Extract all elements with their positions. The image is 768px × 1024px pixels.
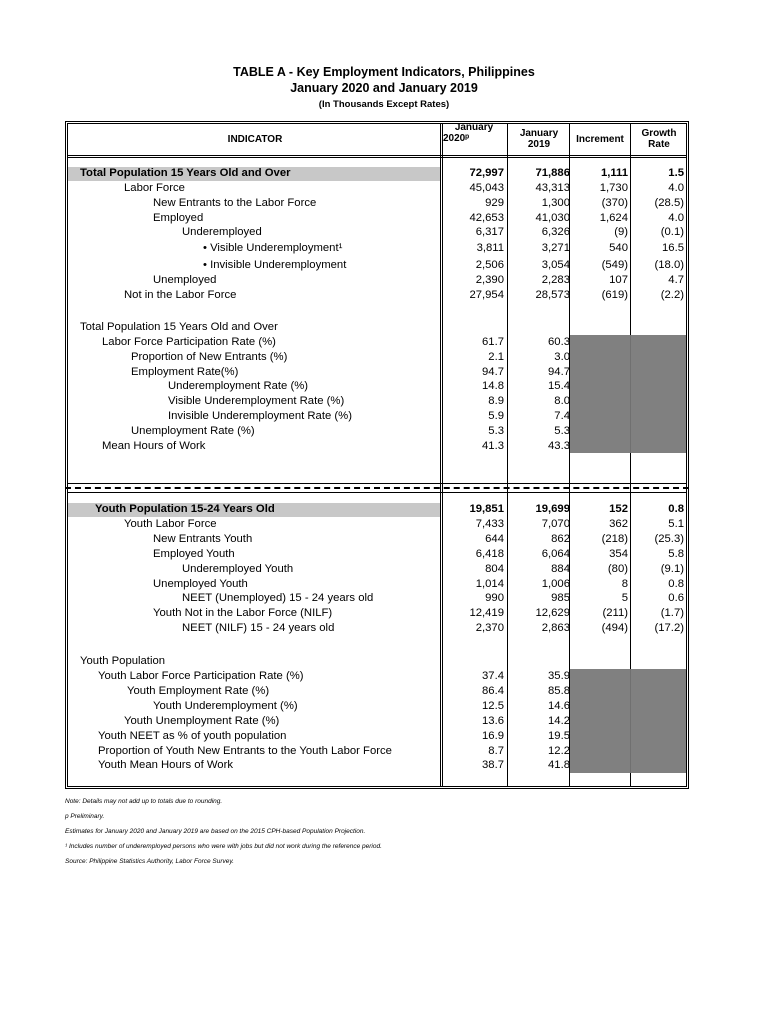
row-value-jan-2019: 41,030 — [535, 212, 570, 224]
row-value-jan-2019: 85.8 — [548, 684, 570, 697]
row-value-growth-rate: 0.8 — [668, 503, 684, 515]
section-divider-top — [67, 483, 687, 484]
table-row — [0, 365, 768, 380]
row-value-growth-rate: (9.1) — [660, 562, 684, 575]
table-row — [0, 211, 768, 226]
row-value-jan-2020: 644 — [485, 532, 504, 545]
row-value-increment: 5 — [621, 592, 628, 605]
row-value-jan-2020: 61.7 — [482, 336, 504, 348]
row-value-jan-2019: 14.6 — [548, 699, 570, 712]
row-value-jan-2019: 71,886 — [535, 167, 570, 179]
row-label: Youth Mean Hours of Work — [98, 759, 234, 772]
table-row — [0, 714, 768, 729]
table-row — [0, 562, 768, 577]
row-label: NEET (Unemployed) 15 - 24 years old — [182, 592, 374, 605]
table-row — [0, 684, 768, 699]
table-row — [0, 758, 768, 773]
row-value-jan-2019: 19.5 — [548, 729, 570, 742]
row-value-jan-2019: 7,070 — [541, 517, 570, 530]
table-row — [0, 409, 768, 424]
row-value-jan-2020: 2.1 — [488, 350, 504, 363]
table-row — [0, 335, 768, 350]
row-value-jan-2019: 12.2 — [548, 744, 570, 757]
table-row — [0, 591, 768, 606]
row-label: New Entrants to the Labor Force — [153, 197, 317, 209]
row-label: Employed Youth — [153, 547, 235, 560]
row-label: Proportion of New Entrants (%) — [131, 350, 288, 363]
rates-heading-row — [0, 654, 768, 669]
table-row — [0, 532, 768, 547]
row-value-increment: 1,624 — [599, 212, 628, 224]
row-value-jan-2019: 43.3 — [548, 439, 570, 452]
row-value-jan-2019: 6,326 — [541, 226, 570, 238]
row-value-growth-rate: 4.0 — [668, 212, 684, 224]
row-value-growth-rate: 1.5 — [668, 167, 684, 179]
table-row — [0, 606, 768, 621]
table-row — [0, 669, 768, 684]
row-value-jan-2020: 94.7 — [482, 365, 504, 378]
row-value-growth-rate: 5.8 — [668, 547, 684, 560]
row-value-jan-2019: 3,054 — [541, 259, 570, 271]
row-label: Underemployed Youth — [182, 562, 294, 575]
row-value-jan-2020: 5.3 — [488, 424, 504, 437]
table-row — [0, 729, 768, 744]
row-value-jan-2019: 60.3 — [548, 336, 570, 348]
row-label: Youth Underemployment (%) — [153, 699, 298, 712]
row-value-jan-2019: 3.0 — [554, 350, 570, 363]
row-value-jan-2019: 19,699 — [535, 503, 570, 515]
row-label: Unemployment Rate (%) — [131, 424, 255, 437]
row-label: Youth Population 15-24 Years Old — [95, 503, 275, 515]
row-label: NEET (NILF) 15 - 24 years old — [182, 622, 335, 635]
row-value-jan-2020: 8.9 — [488, 395, 504, 408]
row-label: Labor Force Participation Rate (%) — [102, 336, 276, 348]
row-value-jan-2019: 2,863 — [541, 622, 570, 635]
row-value-jan-2019: 28,573 — [535, 289, 570, 301]
section-dashed-divider — [65, 487, 689, 489]
row-label: Unemployed Youth — [153, 577, 248, 590]
table-title: TABLE A - Key Employment Indicators, Philippines — [233, 65, 535, 79]
row-value-jan-2020: 27,954 — [469, 289, 504, 301]
table-row — [0, 288, 768, 303]
table-row — [0, 394, 768, 409]
row-label: New Entrants Youth — [153, 532, 253, 545]
row-value-growth-rate: (2.2) — [660, 289, 684, 301]
row-value-jan-2019: 884 — [551, 562, 570, 575]
row-value-jan-2020: 19,851 — [469, 503, 504, 515]
footnote: ¹ Includes number of underemployed persons who were with jobs but did not work during the reference period. — [65, 843, 382, 850]
table-row — [0, 258, 768, 273]
row-value-increment: (9) — [614, 226, 628, 238]
row-value-jan-2020: 2,506 — [475, 259, 504, 271]
header-indicator: INDICATOR — [227, 134, 283, 145]
row-value-growth-rate: 0.6 — [668, 592, 684, 605]
row-value-growth-rate: (18.0) — [654, 259, 684, 271]
row-label: • Visible Underemployment¹ — [203, 242, 343, 254]
row-value-jan-2020: 6,418 — [475, 547, 504, 560]
row-value-jan-2019: 2,283 — [541, 274, 570, 286]
row-label: Proportion of Youth New Entrants to the Youth Labor Force — [98, 744, 392, 757]
table-row — [0, 502, 768, 517]
row-value-increment: (370) — [601, 197, 628, 209]
row-label: Total Population 15 Years Old and Over — [80, 167, 291, 179]
row-value-increment: (211) — [602, 607, 628, 620]
row-label: Youth Employment Rate (%) — [127, 684, 270, 697]
row-value-growth-rate: (25.3) — [654, 532, 684, 545]
row-label: Not in the Labor Force — [124, 289, 237, 301]
row-label: Visible Underemployment Rate (%) — [168, 395, 345, 408]
row-value-jan-2019: 3,271 — [541, 242, 570, 254]
row-value-jan-2020: 2,370 — [475, 622, 504, 635]
row-label: Mean Hours of Work — [102, 439, 206, 452]
table-row — [0, 196, 768, 211]
footnote: p Preliminary. — [65, 813, 105, 820]
row-value-growth-rate: 16.5 — [662, 242, 684, 254]
row-value-jan-2020: 804 — [485, 562, 504, 575]
row-value-jan-2019: 862 — [551, 532, 570, 545]
row-value-jan-2020: 990 — [485, 592, 504, 605]
row-value-growth-rate: 0.8 — [668, 577, 684, 590]
row-label: Underemployment Rate (%) — [168, 380, 309, 393]
table-row — [0, 241, 768, 256]
row-value-jan-2020: 14.8 — [482, 380, 504, 393]
row-value-jan-2020: 5.9 — [488, 410, 504, 422]
table-row — [0, 439, 768, 454]
row-value-increment: (80) — [607, 562, 628, 575]
table-unit-note: (In Thousands Except Rates) — [318, 99, 450, 110]
row-value-jan-2020: 42,653 — [469, 212, 504, 224]
table-row — [0, 273, 768, 288]
row-value-growth-rate: (1.7) — [660, 607, 684, 620]
row-value-jan-2020: 45,043 — [469, 182, 504, 194]
row-value-jan-2019: 6,064 — [541, 547, 570, 560]
row-value-increment: (619) — [601, 289, 628, 301]
table-row — [0, 547, 768, 562]
table-row — [0, 699, 768, 714]
row-label: Youth Not in the Labor Force (NILF) — [153, 607, 333, 620]
rates-heading: Total Population 15 Years Old and Over — [80, 321, 278, 333]
row-label: Employed — [153, 212, 204, 224]
row-label: • Invisible Underemployment — [203, 259, 347, 271]
row-label: Labor Force — [124, 182, 185, 194]
row-value-jan-2020: 72,997 — [469, 167, 504, 179]
row-value-jan-2019: 5.3 — [554, 424, 570, 437]
row-value-jan-2020: 16.9 — [482, 729, 504, 742]
row-label: Underemployed — [182, 226, 262, 238]
header-divider-2 — [67, 157, 687, 158]
table-row — [0, 577, 768, 592]
row-value-increment: 1,730 — [599, 182, 628, 194]
row-value-increment: 354 — [609, 547, 628, 560]
row-value-jan-2019: 94.7 — [548, 365, 570, 378]
row-value-jan-2019: 15.4 — [548, 380, 570, 393]
table-row — [0, 424, 768, 439]
table-row — [0, 166, 768, 181]
row-value-jan-2020: 13.6 — [482, 714, 504, 727]
row-value-growth-rate: 5.1 — [668, 517, 684, 530]
row-value-growth-rate: 4.0 — [668, 182, 684, 194]
header-growth-rate: Growth Rate — [641, 128, 677, 150]
row-label: Employment Rate(%) — [131, 365, 239, 378]
row-label: Unemployed — [153, 274, 217, 286]
row-value-growth-rate: (0.1) — [660, 226, 684, 238]
row-value-jan-2019: 1,300 — [541, 197, 570, 209]
header-jan-2019: January 2019 — [519, 128, 559, 150]
row-value-jan-2019: 43,313 — [535, 182, 570, 194]
table-row — [0, 517, 768, 532]
row-value-growth-rate: 4.7 — [668, 274, 684, 286]
footnote: Estimates for January 2020 and January 2019 are based on the 2015 CPH-based Population Projection. — [65, 828, 366, 835]
row-value-jan-2020: 38.7 — [482, 759, 504, 772]
row-value-jan-2020: 41.3 — [482, 439, 504, 452]
header-divider — [67, 155, 687, 156]
row-value-increment: 152 — [609, 503, 628, 515]
row-value-increment: (549) — [601, 259, 628, 271]
row-value-increment: 362 — [609, 517, 628, 530]
row-value-jan-2020: 86.4 — [482, 684, 504, 697]
row-value-jan-2019: 985 — [551, 592, 570, 605]
row-value-jan-2019: 14.2 — [548, 714, 570, 727]
row-value-jan-2020: 12.5 — [482, 699, 504, 712]
table-row — [0, 350, 768, 365]
table-row — [0, 379, 768, 394]
rates-heading: Youth Population — [80, 655, 166, 667]
row-value-jan-2020: 37.4 — [482, 670, 504, 682]
row-value-jan-2020: 929 — [485, 197, 504, 209]
section-divider-bottom — [67, 492, 687, 493]
row-label: Youth Labor Force Participation Rate (%) — [98, 670, 304, 682]
row-value-jan-2020: 7,433 — [475, 517, 504, 530]
row-value-jan-2019: 35.9 — [548, 670, 570, 682]
row-value-increment: (494) — [601, 622, 628, 635]
table-row — [0, 225, 768, 240]
row-value-increment: 8 — [621, 577, 628, 590]
rates-heading-row — [0, 320, 768, 335]
footnote: Source: Philippine Statistics Authority, Labor Force Survey. — [65, 858, 234, 865]
row-value-increment: 1,111 — [600, 167, 628, 179]
row-value-increment: 107 — [609, 274, 628, 286]
row-label: Youth NEET as % of youth population — [98, 729, 287, 742]
row-value-jan-2019: 41.8 — [548, 759, 570, 772]
footnote: Note: Details may not add up to totals due to rounding. — [65, 798, 223, 805]
row-value-jan-2020: 8.7 — [488, 744, 504, 757]
row-value-increment: (218) — [601, 532, 628, 545]
row-value-jan-2020: 2,390 — [475, 274, 504, 286]
row-value-increment: 540 — [609, 242, 628, 254]
row-value-jan-2019: 8.0 — [554, 395, 570, 408]
table-row — [0, 621, 768, 636]
row-value-jan-2020: 3,811 — [476, 242, 504, 254]
header-increment: Increment — [576, 134, 624, 145]
row-label: Youth Labor Force — [124, 517, 217, 530]
row-value-jan-2019: 1,006 — [541, 577, 570, 590]
row-value-jan-2020: 1,014 — [475, 577, 504, 590]
row-value-jan-2019: 7.4 — [554, 410, 570, 422]
table-subtitle: January 2020 and January 2019 — [290, 81, 478, 95]
row-label: Invisible Underemployment Rate (%) — [168, 410, 352, 422]
row-value-jan-2020: 6,317 — [475, 226, 504, 238]
row-value-growth-rate: (28.5) — [654, 197, 684, 209]
row-value-growth-rate: (17.2) — [654, 622, 684, 635]
row-value-jan-2020: 12,419 — [469, 607, 504, 620]
header-jan-2020: January 2020ᵖ — [443, 122, 494, 144]
row-value-jan-2019: 12,629 — [535, 607, 570, 620]
row-label: Youth Unemployment Rate (%) — [124, 714, 280, 727]
table-row — [0, 744, 768, 759]
table-row — [0, 181, 768, 196]
